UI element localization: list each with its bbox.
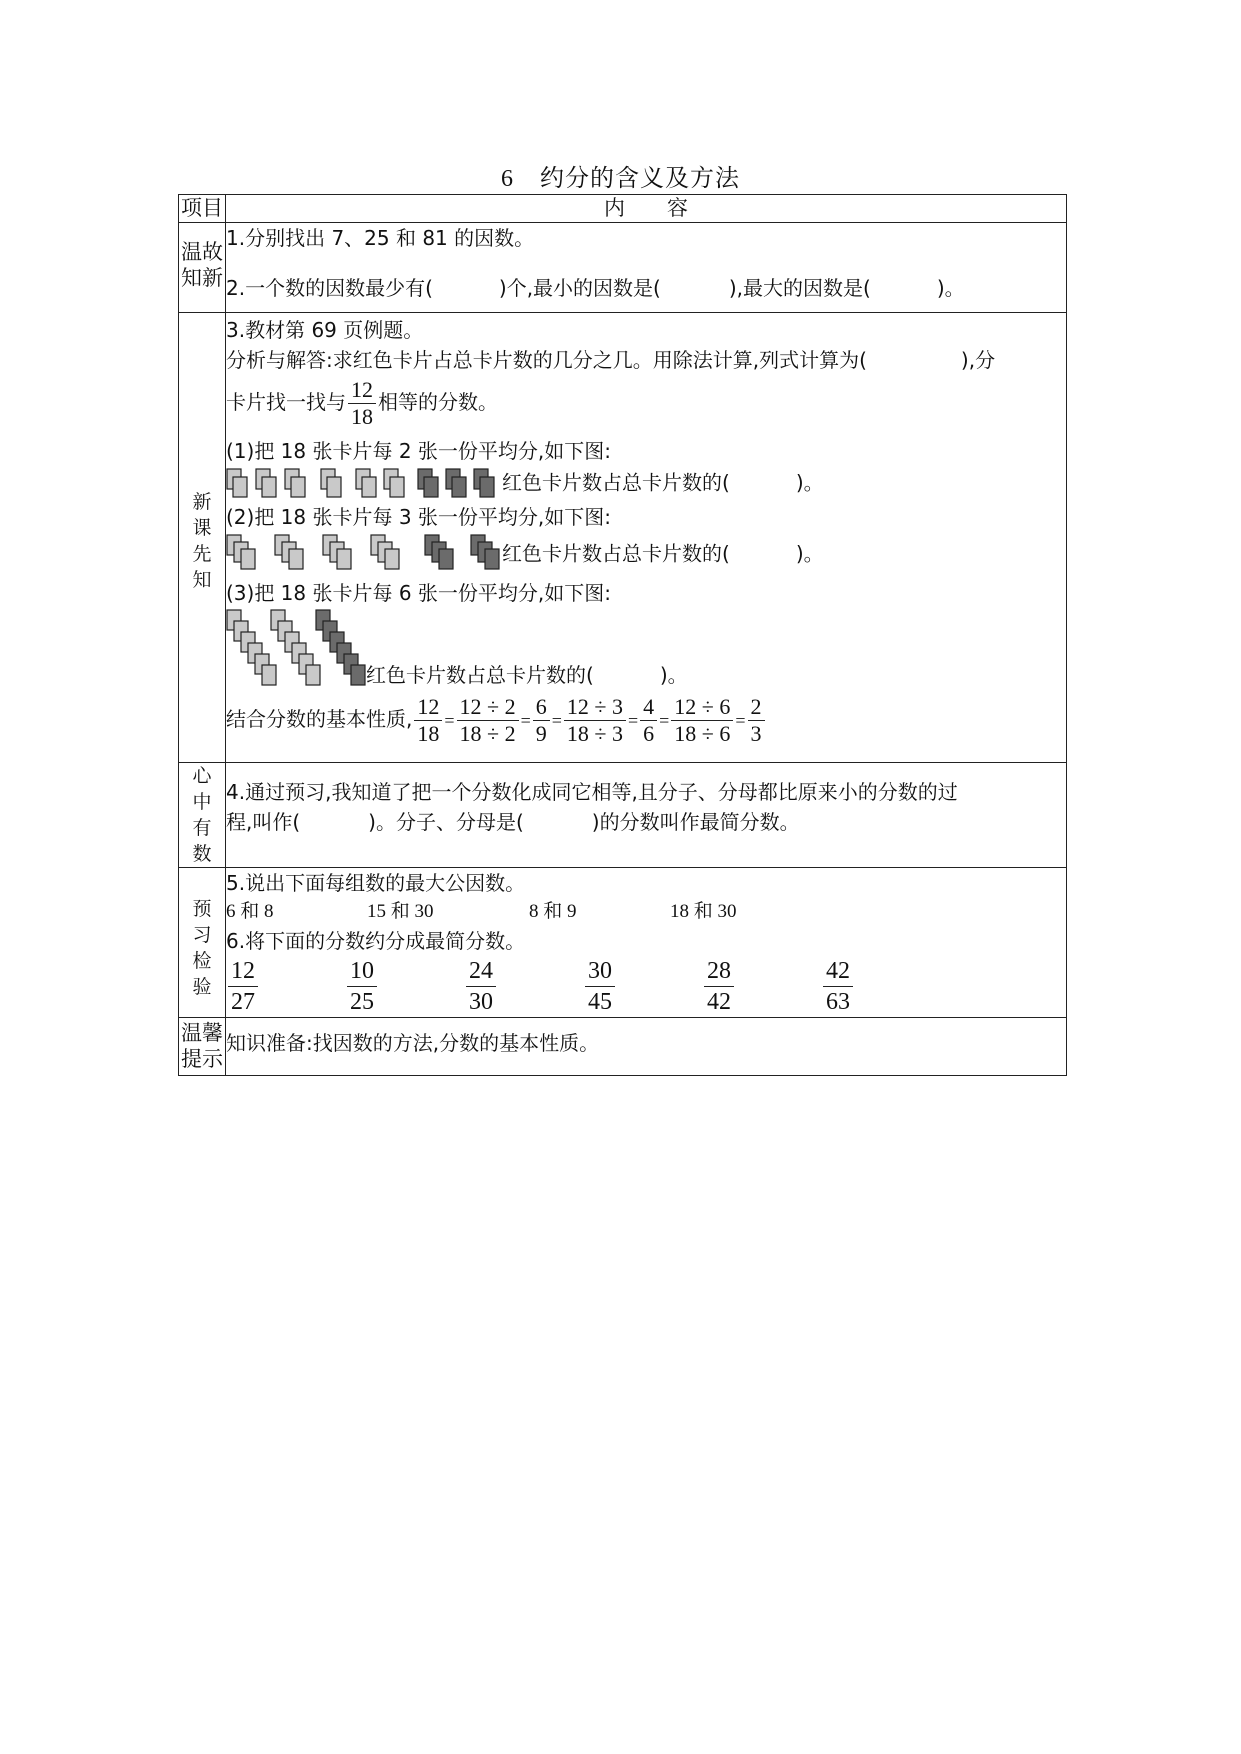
fraction-item: $\frac{10}{25}$ <box>347 956 377 1017</box>
fraction-item: $\frac{24}{30}$ <box>466 956 496 1017</box>
question-4-line-1: 4.通过预习,我知道了把一个分数化成同它相等,且分子、分母都比原来小的分数的过 <box>226 780 958 804</box>
analysis-line: 分析与解答:求红色卡片占总卡片数的几分之几。用除法计算,列式计算为( ),分 <box>226 348 996 372</box>
lesson-title: 约分的含义及方法 <box>540 164 740 192</box>
fraction-chain: 结合分数的基本性质, $\frac{12}{18}$ = $\frac{12 \div 2}{18 \div 2}$ = $\frac{6}{9}$ = $\frac{12 \div 3}{18 \div 3}$ = $\frac{4}{6}$ = $\frac{12 \div 6}{18 \div 6}$ = $\frac{2}{3}$ <box>226 694 1066 747</box>
question-5: 5.说出下面每组数的最大公因数。 <box>226 871 526 895</box>
chain-fraction: $\frac{12 \div 2}{18 \div 2}$ <box>457 694 519 747</box>
chain-fraction: $\frac{12 \div 6}{18 \div 6}$ <box>671 694 733 747</box>
cards-groups-of-3 <box>226 532 502 578</box>
chain-fraction: $\frac{12 \div 3}{18 \div 3}$ <box>564 694 626 747</box>
fraction-item: $\frac{42}{63}$ <box>823 956 853 1017</box>
step-1: (1)把 18 张卡片每 2 张一份平均分,如下图: <box>226 439 612 463</box>
chain-fraction: $\frac{12}{18}$ <box>414 694 442 747</box>
page-title <box>0 158 1241 193</box>
step-3: (3)把 18 张卡片每 6 张一份平均分,如下图: <box>226 581 612 605</box>
fraction-item: $\frac{12}{27}$ <box>228 956 258 1017</box>
tips-content: 知识准备:找因数的方法,分数的基本性质。 <box>226 1018 1067 1076</box>
preview-content <box>226 313 1067 763</box>
label-check: 预习检验 <box>179 868 226 1018</box>
label-tips: 温馨提示 <box>179 1018 226 1076</box>
question-3: 3.教材第 69 页例题。 <box>226 318 424 342</box>
reduce-fractions <box>226 956 1066 1017</box>
fraction-item: $\frac{28}{42}$ <box>704 956 734 1017</box>
header-content: 内 容 <box>226 195 1067 223</box>
card-group <box>227 469 404 497</box>
find-cards-line: 卡片找一找与 $\frac{12}{18}$ 相等的分数。 <box>226 377 498 429</box>
step-3-figure: 红色卡片数占总卡片数的( )。 <box>226 608 1066 690</box>
pair: 6 和 8 <box>226 901 274 922</box>
card-group-red <box>418 469 494 497</box>
question-2: 2.一个数的因数最少有( )个,最小的因数是( ),最大的因数是( )。 <box>226 276 965 300</box>
pair: 8 和 9 <box>529 901 577 922</box>
worksheet-table <box>178 194 1067 1076</box>
gcd-pairs <box>226 898 1066 926</box>
cards-groups-of-2 <box>226 466 502 502</box>
label-mind: 心中有数 <box>179 763 226 868</box>
step-2-figure: 红色卡片数占总卡片数的( )。 <box>226 532 1066 578</box>
label-review: 温故知新 <box>179 223 226 313</box>
fraction-item: $\frac{30}{45}$ <box>585 956 615 1017</box>
chain-fraction: $\frac{2}{3}$ <box>748 694 765 747</box>
fraction-12-18: $\frac{12}{18}$ <box>348 377 376 430</box>
pair: 18 和 30 <box>670 901 737 922</box>
mind-content <box>226 763 1067 868</box>
pair: 15 和 30 <box>367 901 434 922</box>
chain-fraction: $\frac{6}{9}$ <box>533 694 550 747</box>
header-item: 项目 <box>179 195 226 223</box>
chain-fraction: $\frac{4}{6}$ <box>640 694 657 747</box>
question-6: 6.将下面的分数约分成最简分数。 <box>226 929 526 953</box>
label-preview: 新课先知 <box>179 313 226 763</box>
lesson-number: 6 <box>501 166 514 192</box>
step-1-figure: 红色卡片数占总卡片数的( )。 <box>226 466 1066 502</box>
question-4-line-2: 程,叫作( )。分子、分母是( )的分数叫作最简分数。 <box>226 810 800 834</box>
check-content <box>226 868 1067 1018</box>
review-content <box>226 223 1067 313</box>
step-2: (2)把 18 张卡片每 3 张一份平均分,如下图: <box>226 505 612 529</box>
question-1: 1.分别找出 7、25 和 81 的因数。 <box>226 226 535 250</box>
cards-groups-of-6 <box>226 608 366 690</box>
